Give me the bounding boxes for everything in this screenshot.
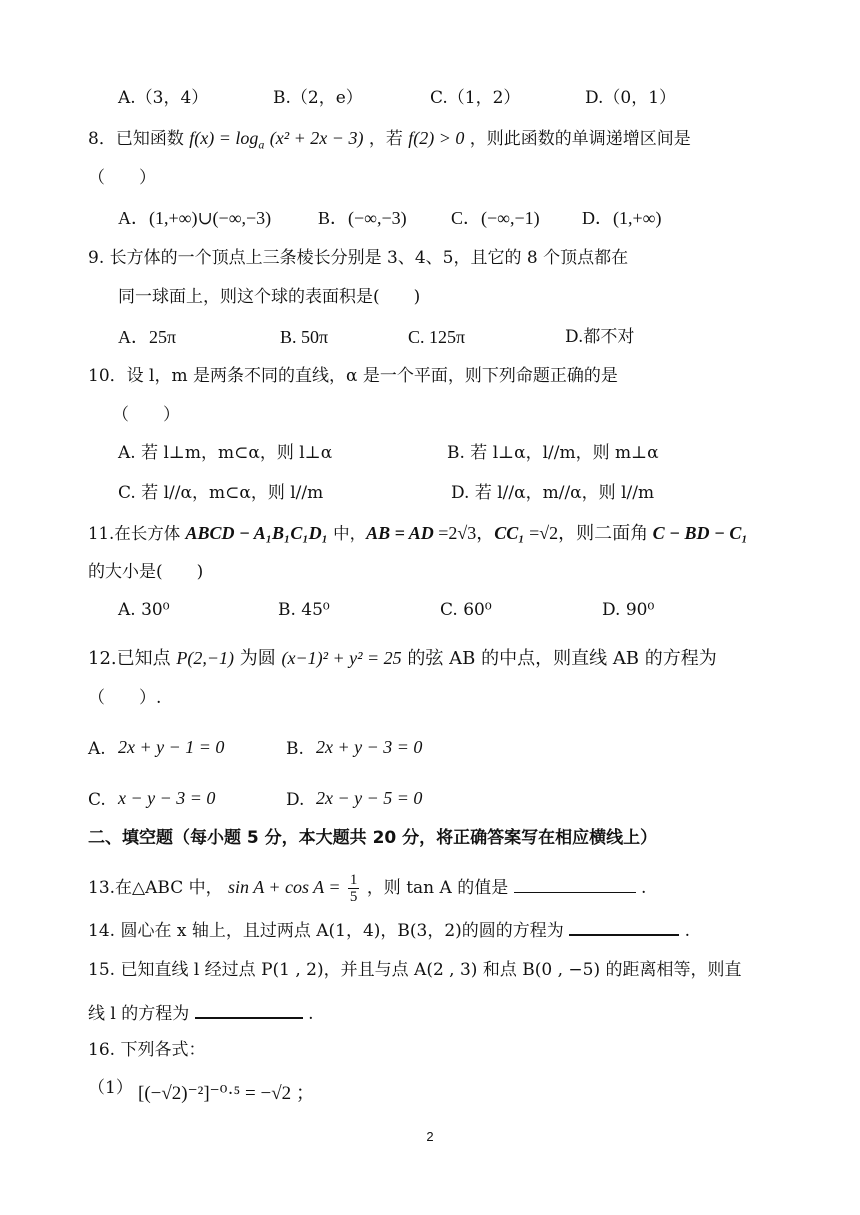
q13-fraction bbox=[348, 872, 360, 905]
q16-line1: 16. 下列各式： bbox=[88, 1040, 206, 1060]
q13-post: ，则 tan A 的值是 bbox=[366, 878, 509, 898]
q15-answer-blank[interactable] bbox=[195, 999, 303, 1019]
q8-func: f(x) = log bbox=[189, 128, 259, 148]
q12-option-a: 2x + y − 1 = 0 bbox=[118, 737, 225, 757]
q12-option-b-label: B. bbox=[286, 739, 304, 759]
q13-end: . bbox=[641, 878, 647, 898]
q11-option-c: C. 60⁰ bbox=[440, 600, 492, 620]
q9-line2: 同一球面上，则这个球的表面积是( ) bbox=[118, 287, 421, 307]
q12-option-b: 2x + y − 3 = 0 bbox=[316, 737, 423, 757]
q13-answer-blank[interactable] bbox=[514, 874, 636, 893]
q14-stem bbox=[88, 916, 690, 943]
q12-point: P(2,−1) bbox=[176, 648, 235, 668]
q11-ab-value: =2√3， bbox=[433, 523, 495, 543]
q15-line2-text: 线 l 的方程为 bbox=[88, 1004, 190, 1024]
q7-option-b: B.（2，e） bbox=[273, 88, 363, 108]
q11-cc1: CC₁ bbox=[494, 523, 525, 543]
q12-option-d: 2x − y − 5 = 0 bbox=[316, 788, 423, 808]
q10-line1: 10．设 l，m 是两条不同的直线，α 是一个平面，则下列命题正确的是 bbox=[88, 366, 618, 386]
q12-circle: (x−1)² + y² = 25 bbox=[281, 648, 402, 668]
q8-stem bbox=[88, 126, 691, 156]
q8-suffix: ，则此函数的单调递增区间是 bbox=[469, 129, 691, 149]
q9-option-c: C. 125π bbox=[408, 327, 466, 347]
q10-option-c: C. 若 l//α，m⊂α，则 l//m bbox=[118, 483, 324, 503]
q11-mid: 中， bbox=[327, 524, 367, 543]
q14-text: 14. 圆心在 x 轴上，且过两点 A(1，4)，B(3，2)的圆的方程为 bbox=[88, 921, 564, 941]
q11-prefix: 11.在长方体 bbox=[88, 524, 186, 543]
q12-mid: 为圆 bbox=[239, 648, 276, 669]
q10-option-d: D. 若 l//α，m//α，则 l//m bbox=[451, 483, 655, 503]
q11-line2: 的大小是( ) bbox=[88, 562, 204, 582]
q10-option-b: B. 若 l⊥α，l//m，则 m⊥α bbox=[447, 443, 659, 463]
q11-line1 bbox=[88, 521, 748, 546]
page-number: 2 bbox=[426, 1129, 434, 1144]
q12-post: 的弦 AB 的中点，则直线 AB 的方程为 bbox=[407, 648, 717, 669]
q15-line1: 15. 已知直线 l 经过点 P(1 , 2)，并且与点 A(2 , 3) 和点 B(0 , −5) 的距离相等，则直 bbox=[88, 960, 742, 980]
q12-paren: （ ）. bbox=[88, 688, 162, 708]
q12-option-a-label: A. bbox=[88, 739, 106, 759]
q15-line2 bbox=[88, 999, 313, 1026]
q7-option-d: D.（0，1） bbox=[585, 88, 677, 108]
q8-cond: f(2) > 0 bbox=[408, 128, 465, 148]
q8-option-a: A．(1,+∞)∪(−∞,−3) bbox=[118, 208, 272, 228]
q11-ab-ad: AB = AD bbox=[366, 523, 434, 543]
q9-option-a: A．25π bbox=[118, 327, 177, 347]
q8-option-d: D．(1,+∞) bbox=[582, 208, 662, 228]
section-2-heading: 二、填空题（每小题 5 分，本大题共 20 分，将正确答案写在相应横线上） bbox=[88, 828, 658, 848]
q7-option-a: A.（3，4） bbox=[118, 88, 209, 108]
q14-end: . bbox=[684, 921, 691, 941]
q13-pre: 13.在△ABC 中， bbox=[88, 878, 223, 898]
q12-stem bbox=[88, 646, 717, 671]
q9-line1: 9. 长方体的一个顶点上三条棱长分别是 3、4、5，且它的 8 个顶点都在 bbox=[88, 248, 629, 268]
q7-option-c: C.（1，2） bbox=[430, 88, 521, 108]
q15-end: . bbox=[308, 1004, 314, 1024]
q8-option-b: B．(−∞,−3) bbox=[318, 208, 407, 228]
q10-option-a: A. 若 l⊥m，m⊂α，则 l⊥α bbox=[118, 443, 333, 463]
q11-solid: ABCD − A₁B₁C₁D₁ bbox=[185, 523, 328, 543]
q8-option-c: C．(−∞,−1) bbox=[451, 208, 540, 228]
q8-cond-pre: ，若 bbox=[368, 129, 403, 149]
q9-option-d: D.都不对 bbox=[565, 327, 635, 347]
q9-option-b: B. 50π bbox=[280, 327, 329, 347]
q14-answer-blank[interactable] bbox=[569, 916, 679, 936]
q12-option-c-label: C. bbox=[88, 790, 106, 810]
q10-paren: （ ） bbox=[112, 405, 180, 425]
q8-paren: （ ） bbox=[88, 168, 156, 188]
q11-option-b: B. 45⁰ bbox=[278, 600, 330, 620]
q12-option-d-label: D. bbox=[286, 790, 305, 810]
q8-base: a bbox=[258, 137, 265, 152]
q11-option-a: A. 30⁰ bbox=[118, 600, 170, 620]
q13-frac-num: 1 bbox=[349, 872, 358, 888]
q8-arg: (x² + 2x − 3) bbox=[269, 128, 364, 148]
q11-cc1-value: =√2，则二面角 bbox=[524, 523, 653, 543]
q8-prefix: 8．已知函数 bbox=[88, 129, 184, 149]
q13-frac-den: 5 bbox=[349, 889, 358, 905]
q12-option-c: x − y − 3 = 0 bbox=[118, 788, 216, 808]
q11-option-d: D. 90⁰ bbox=[602, 600, 655, 620]
q13-expr: sin A + cos A = bbox=[228, 877, 341, 897]
q11-dihedral: C − BD − C₁ bbox=[652, 523, 748, 543]
q16-item1-expr: [(−√2)⁻²]⁻⁰·⁵ = −√2 ； bbox=[138, 1083, 315, 1104]
q16-item1-label: （1） bbox=[88, 1078, 133, 1098]
q13-stem bbox=[88, 872, 646, 905]
q12-pre: 12.已知点 bbox=[88, 648, 171, 669]
